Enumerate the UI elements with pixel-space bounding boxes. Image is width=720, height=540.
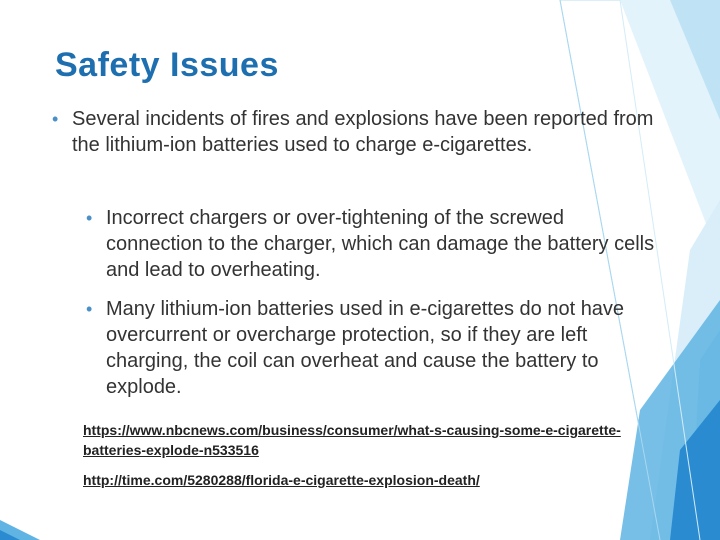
bullet-dot: •	[86, 208, 93, 228]
sub-bullet-protection-text: Many lithium-ion batteries used in e-cigarettes do not have overcurrent or overcharge protection, so if they are left charging, the coil can overheat and cause the battery to explode.	[106, 298, 625, 398]
bullet-dot: •	[52, 109, 59, 129]
source-link-nbcnews[interactable]: https://www.nbcnews.com/business/consumer/what-s-causing-some-e-cigarette-batteries-explode-n533516	[83, 422, 621, 458]
sub-bullet-protection	[86, 296, 656, 400]
source-link-time[interactable]: http://time.com/5280288/florida-e-cigarette-explosion-death/	[83, 472, 480, 488]
slide-title: Safety Issues	[55, 46, 279, 84]
bullet-dot: •	[86, 299, 93, 319]
bullet-main-text: Several incidents of fires and explosions have been reported from the lithium-ion batteries used to charge e-cigarettes.	[72, 108, 654, 156]
sub-bullet-chargers-text: Incorrect chargers or over-tightening of the screwed connection to the charger, which can damage the battery cells and lead to overheating.	[106, 207, 655, 281]
bullet-main	[52, 106, 662, 158]
sub-bullet-chargers	[86, 205, 656, 283]
